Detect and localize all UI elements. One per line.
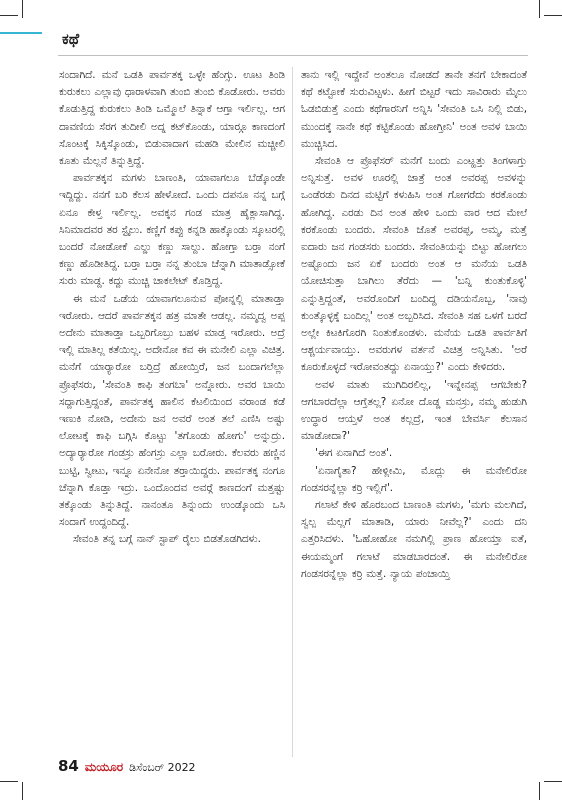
magazine-logo: ಮಯೂರ	[84, 760, 124, 774]
crop-mark	[22, 0, 23, 18]
header-rule	[58, 55, 528, 56]
paragraph: 'ಈಗ ಏನಾಗಿದೆ ಅಂತ'.	[315, 447, 393, 460]
paragraph: ಸಂದಾಗಿದೆ. ಮನೆ ಒಡತಿ ಪಾರ್ವತಕ್ಕ ಒಳ್ಳೇ ಹೆಂಗ್ಸು. ಊಟ ತಿಂಡಿ ಕುರುಕಲು ಎಲ್ಲಾವು ಧಾರಾಳವಾಗಿ ತುಂಬಿ ತುಂಬಿ ಕೊಡೋರು. ಅವರು ಕೊಡುತ್ತಿದ್ದ ಕುರುಕಲು ತಿಂಡಿ ಒಮ್ಮೊಲೆ ತಿನ್ನಾಕೆ ಆಗ್ತಾ ಇರ್ಲಿಲ್ಲ. ಆಗ ದಾವಣಿಯ ಸೆರಗ ತುದೀಲಿ ಅದ್ನ ಕಟ್‌ಕೊಂಡು, ಯಾರ್‍ಗೂ ಕಾಣದಂಗೆ ಸೊಂಟಕ್ಕೆ ಸಿಕ್ಕಿಸ್ಕೊಂಡು, ಬಿಡುವಾದಾಗ ಮಹಡಿ ಮೇಲಿನ ಮಚ್ಚೀಲಿ ಕೂತು ಮೆಲ್ಲನೆ ತಿನ್ನುತ್ತಿದ್ದೆ.	[59, 69, 285, 168]
crop-mark	[0, 15, 18, 16]
crop-mark	[539, 782, 540, 800]
crop-mark	[0, 781, 18, 782]
paragraph: ಗಲಾಟೆ ಕೇಳಿ ಹೊರಬಂದ ಬಾಣಂತಿ ಮಗಳು, 'ಮಗು ಮಲಗಿದೆ, ಸ್ವಲ್ಪ ಮೆಲ್ಲಗೆ ಮಾತಾಡಿ, ಯಾರು ನೀವೆಲ್ಲ?' ಎಂದು ದನಿ ಎತ್ತರಿಸಿದಳು. 'ಓಹೋಹೋ ನಮಗಿಲ್ಲಿ ಪ್ರಾಣ ಹೋಯ್ತಾ ಐತೆ, ಈಯಮ್ಮಂಗೆ ಗಲಾಟೆ ಮಾಡಬಾರದಂತೆ. ಈ ಮನೇಲಿರೋ ಗಂಡಸರನ್ನೆಲ್ಲಾ ಕರ್‍ರಿ ಮತ್ತೆ. ನ್ಯಾಯ ಪಂಚಾಯ್ತಿ	[301, 499, 527, 580]
section-title: ಕಥೆ	[62, 30, 80, 48]
paragraph: 'ಏನಾಗೈತಾ? ಹೇಳ್ಲೀಮಿ, ಮೊದ್ಲು ಈ ಮನೇಲಿರೋ ಗಂಡಸರನ್ನೆಲ್ಲಾ ಕರ್‍ರಿ ಇಲ್ಲಿಗೆ'.	[301, 464, 527, 494]
paragraph: ಈ ಮನೆ ಒಡೆಯ ಯಾವಾಗಲೂನುವ ಪೋನ್ನಲ್ಲಿ ಮಾತಾಡ್ತಾ ಇರೋರು. ಆದರೆ ಪಾರ್ವತಕ್ಕನ ಹತ್ರ ಮಾತೇ ಆಡಲ್ಲ. ನಮ್ಮದ್ವ ಅಪ್ಪ ಅದೇನು ಮಾತಾಡ್ತಾ ಒಬ್ಬರಿಗೊಬ್ರು ಬಹಳ ಮಾಡ್ತ ಇರೋರು. ಅದ್ರೆ ಇಲ್ಲಿ ಮಾತಿಲ್ಲ ಕತೆಯಿಲ್ಲ. ಅದೇನೋ ಕವ ಈ ಮನೇಲಿ ಎಲ್ಲಾ ವಿಚಿತ್ರ. ಮನೆಗೆ ಯಾರ್‍ಯಾರೋ ಬರ್‍ತಿದ್ರೆ ಹೋಯ್ತಿರೆ, ಜನ ಬಂದಾಗಲೆಲ್ಲಾ ಪ್ರೊಫೆಸರು, 'ಸೇವಂತಿ ಕಾಫಿ ತಂಗಬಾ' ಅನ್ನೋರು. ಅವರ ಬಾಯಿ ಸದ್ದಾಗುತ್ತಿದ್ದಂತೆ, ಪಾರ್ವತಕ್ಕ ಹಾಲಿನ ಕೆಟಲಿಯಿಂದ ವರಾಂಡ ಕಡೆ ಇಣುಕಿ ನೋಡಿ, ಅದೇನು ಜನ ಅವರೆ ಅಂತ ತಲೆ ಎಣಿಸಿ ಅಷ್ಟು ಲೋಟಕ್ಕೆ ಕಾಫಿ ಬಗ್ಗಿಸಿ ಕೊಟ್ಟು 'ತಗೊಂಡು ಹೋಗು' ಅನ್ನುದ್ರು. ಅದ್ಯಾರ್‍ಯಾರೋ ಗಂಡಸ್ರು ಹೆಂಗಸ್ರು ಎಲ್ಲಾ ಬರೋರು. ಕೆಲವರು ಹಣ್ಣಿನ ಬುಟ್ಟಿ, ಸ್ವೀಟು, ಇನ್ನೂ ಏನೇನೋ ತರ್‍ತಾಯಿದ್ದರು. ಪಾರ್ವತಕ್ಕ ನಂಗೂ ಚೆನ್ನಾಗಿ ಕೊಡ್ತಾ ಇದ್ರು. ಒಂದೊಂದವ ಅವರ್‍ಗೆ ಕಾಣದಂಗೆ ಮತ್ತಷ್ಟು ತಕ್ಕೊಂಡು ತಿನ್ನುತಿದ್ದೆ. ನಾನಂತೂ ತಿನ್ನುಂದು ಉಂಡ್ಕೊಂದು ಒಸಿ ಸಂದಾಗೆ ಉದ್ದಂದಿದ್ದೆ.	[59, 292, 285, 529]
page-number: 84	[58, 757, 79, 775]
paragraph: ಪಾರ್ವತಕ್ಕನ ಮಗಳು ಬಾಣಂತಿ, ಯಾವಾಗಲೂ ಬೆಡ್ಕೊಂಡೇ ಇದ್ದಿದ್ದು. ನನಗೆ ಬರಿ ಕೆಲಸ ಹೇಳೋದೆ. ಒಂದು ದಪನೂ ನನ್ನ ಬಗ್ಗೆ ಏನೂ ಕೇಳ್ತ ಇರ್ಲಿಲ್ಲ. ಅವಕ್ಕನ ಗಂಡ ಮಾತ್ರ ಹೈಕ್ಲಾಸಾಗಿದ್ದ. ಸಿನಿಮಾದವರ ತರ ಸ್ಟೈಲು. ಕಣ್ಣಿಗೆ ಕಪ್ಪು ಕನ್ನಡಿ ಹಾಕ್ಕೊಂಡು ಸ್ಕೂಟರಲ್ಲಿ ಬಂದರೆ ನೋಡೋಕೆ ಎಲ್ಡು ಕಣ್ಣು ಸಾಲ್ದು. ಹೋಗ್ತಾ ಬರ್‍ತಾ ನಂಗೆ ಕಣ್ಣು ಹೊಡೀತಿದ್ದ. ಬರ್‍ತಾ ಬರ್‍ತಾ ನನ್ನ ತುಂಬಾ ಚೆನ್ನಾಗಿ ಮಾತಾಡ್ಸೋಕೆ ಸುರು ಮಾಡ್ದ. ಕದ್ದು ಮುಚ್ಚಿ ಚಾಕಲೇಟ್ ಕೊಡ್ತಿದ್ದ.	[59, 172, 285, 288]
crop-mark	[539, 0, 540, 18]
issue-date: ಡಿಸೆಂಬರ್ 2022	[129, 761, 196, 774]
crop-mark	[544, 781, 562, 782]
crop-mark	[544, 15, 562, 16]
paragraph: ಅವಳ ಮಾತು ಮುಗಿದಿರಲಿಲ್ಲ, 'ಇನ್ನೇನಪ್ಪ ಆಗಬೇಕು? ಆಗಬಾರದೆಲ್ಲಾ ಆಗ್ತೆತಲ್ಲ? ಏನೋ ದೊಡ್ಡ ಮನಸ್ರು, ನಮ್ಮ ಹುಡುಗಿ ಉದ್ಧಾರ ಆಯ್ತಳೆ ಅಂತ ಕಲ್ಲದ್ರೆ, ಇಂತ ಬೇವರ್ಸಿ ಕೆಲಸಾನ ಮಾಡೋದಾ?'	[301, 378, 527, 443]
paragraph: ಸೇವಂತಿ ತನ್ನ ಬಗ್ಗೆ ನಾನ್ ಸ್ಟಾಪ್ ರೈಲು ಬಿಡತೊಡಗಿದಳು.	[73, 533, 261, 546]
crop-mark	[22, 782, 23, 800]
paragraph: ತಾನು ಇಲ್ಲಿ ಇದ್ದೇನೆ ಅಂತಲೂ ನೋಡದೆ ತಾನೇ ತನಗೆ ಬೇಕಾದಂತೆ ಕಥೆ ಕಟ್ಟೋಕೆ ಸುರುವಿಟ್ಟಳು. ಹೀಗೆ ಬಿಟ್ಟರೆ ಇದು ಸಾವಿರಾರು ಮೈಲು ಓಡಬಿಡುತ್ತೆ ಎಂದು ಕಥೆಗಾರನಿಗೆ ಅನ್ನಿಸಿ 'ಸೇವಂತಿ ಒಸಿ ನಿಲ್ಲಿ ಬಿಡು, ಮುಂದಕ್ಕೆ ನಾನೇ ಕಥೆ ಕಟ್ಟಿಕೊಂಡು ಹೋಗ್ತೀನಿ' ಅಂತ ಅವಳ ಬಾಯಿ ಮುಚ್ಚಿಸಿದ.	[301, 69, 527, 150]
paragraph: ಸೇವಂತಿ ಆ ಪ್ರೊಫೆಸರ್ ಮನೆಗೆ ಬಂದು ಎಂಟ್ಹತ್ತು ತಿಂಗಳಾಗ್ತು ಅನ್ನಿಸುತ್ತೆ. ಅವಳ ಊರಲ್ಲಿ ಜಾತ್ರೆ ಅಂತ ಅವರಪ್ಪ ಅವಳನ್ನು ಒಂಡೆರಡು ದಿನದ ಮಟ್ಟಿಗೆ ಕಳುಹಿಸಿ ಅಂತ ಗೋಗರೆದು ಕರಕೊಂಡು ಹೋಗಿದ್ದ. ಎರಡು ದಿನ ಅಂತ ಹೇಳಿ ಒಂದು ವಾರ ಆದ ಮೇಲೆ ಕರಕೊಂಡು ಬಂದರು. ಸೇವಂತಿ ಜೊತೆ ಅವರಪ್ಪ, ಅಮ್ಮ, ಮತ್ತೆ ಐದಾರು ಜನ ಗಂಡಸರು ಬಂದರು. ಸೇವಂತಿಯನ್ನು ಬಿಟ್ಟು ಹೋಗಲು ಅಷ್ಟೊಂದು ಜನ ಏಕೆ ಬಂದರು ಅಂತ ಆ ಮನೆಯ ಒಡತಿ ಯೋಚಿಸುತ್ತಾ ಬಾಗಿಲು ತೆರೆದು — 'ಬನ್ನಿ ಕುಂತುಕೊಳ್ಳಿ' ಎನ್ನುತ್ತಿದ್ದಂತೆ, ಅವರೊಂದಿಗೆ ಬಂದಿದ್ದ ದಡಿಯನೊಬ್ಬ, 'ನಾವು ಕುಂತ್ಕೊಳ್ಳಕ್ಕೆ ಬಂದಿಲ್ಲ' ಅಂತ ಅಬ್ಬರಿಸಿದ. ಸೇವಂತಿ ಸಹ ಒಳಗೆ ಬರದೆ ಅಲ್ಲೇ ಕಿಟಕಿಗೊರಗಿ ನಿಂತುಕೊಂಡಳು. ಮನೆಯ ಒಡತಿ ಪಾರ್ವತಿಗೆ ಆಶ್ಚರ್ಯವಾಯ್ತು. ಅವರುಗಳ ವರ್ತನೆ ವಿಚಿತ್ರ ಅನ್ನಿಸಿತು. 'ಅರೆ ಕೂರುಕೊಳ್ಳದೆ ಇರೋವಂತದ್ದು ಏನಾಯ್ತು?' ಎಂದು ಕೇಳಿದರು.	[301, 155, 527, 374]
right-text-column	[301, 67, 527, 583]
section-accent-bar	[0, 32, 42, 34]
column-divider	[292, 67, 293, 757]
page-footer	[58, 757, 196, 775]
left-text-column	[59, 67, 285, 549]
